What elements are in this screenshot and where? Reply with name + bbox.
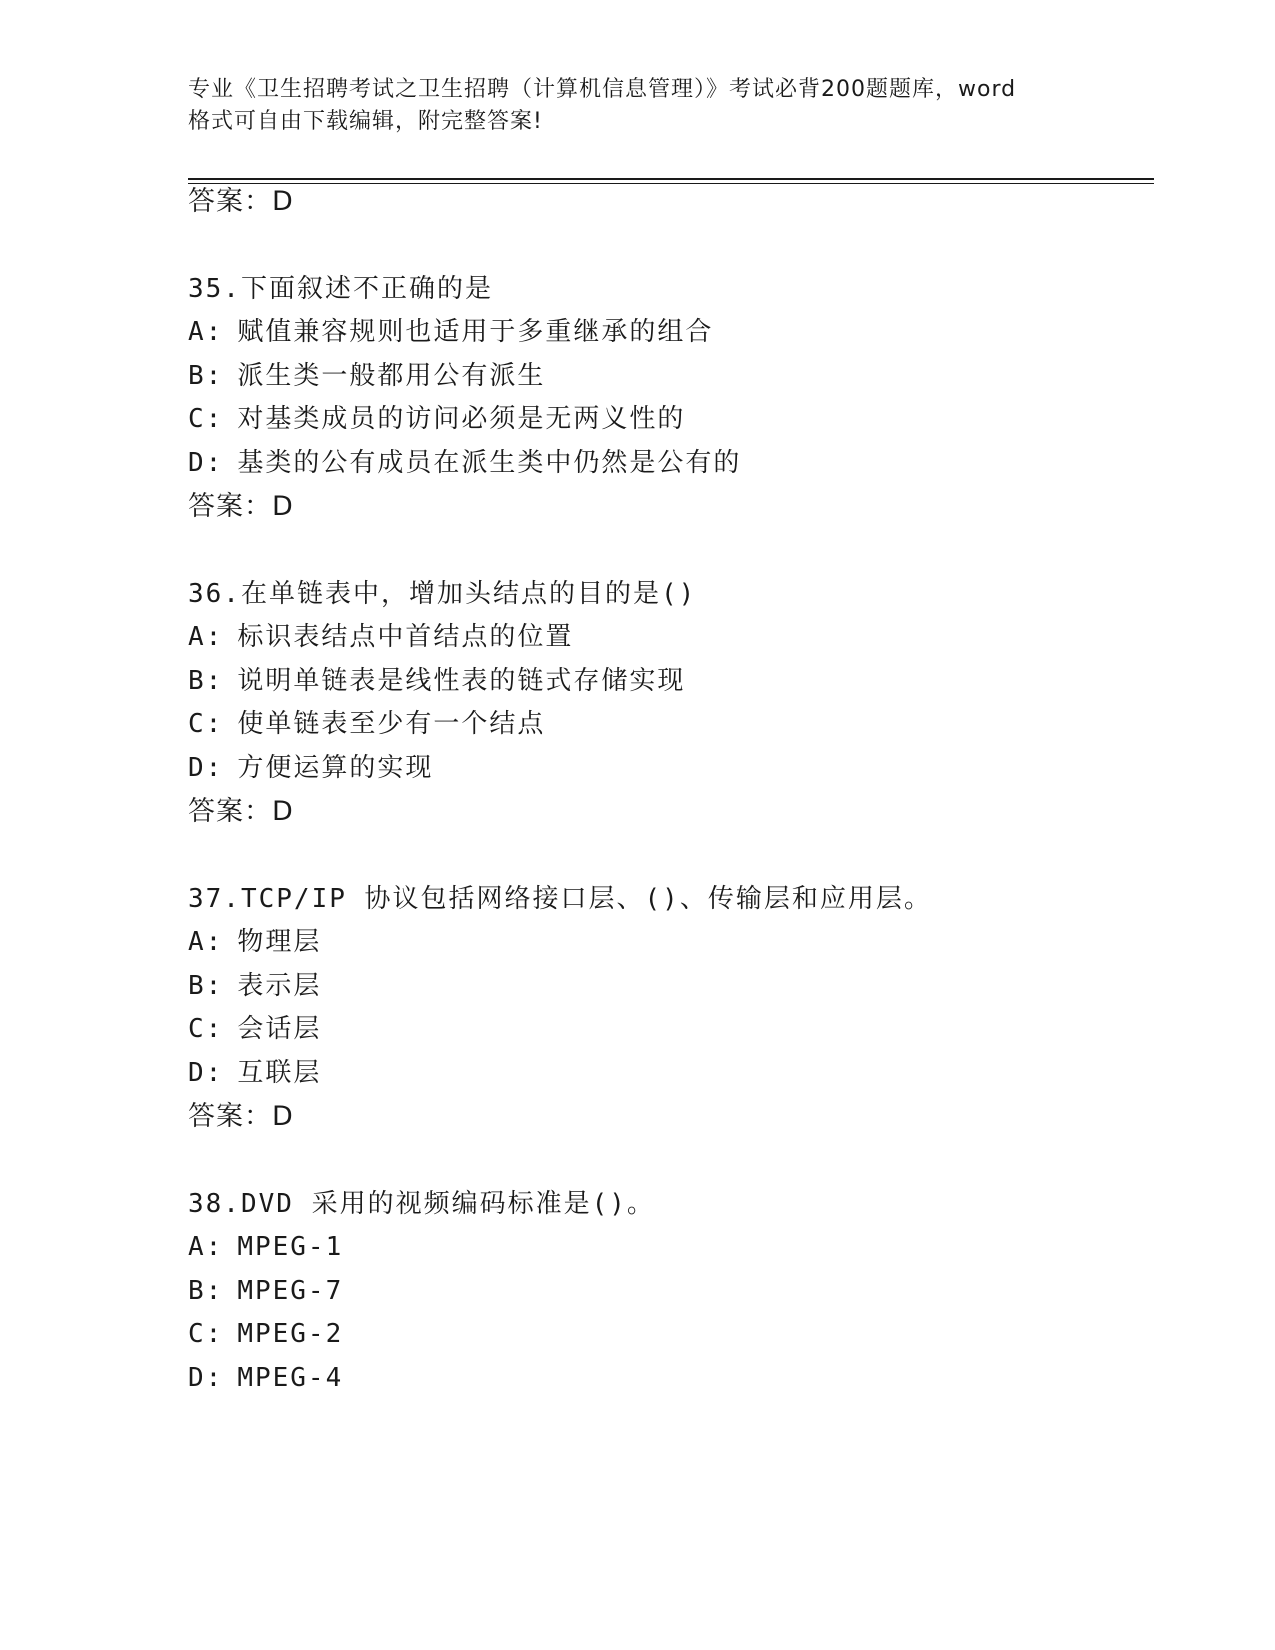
option-b: B: MPEG-7 xyxy=(188,1276,344,1306)
header-rule-thick xyxy=(188,178,1154,180)
answer-line: 答案：D xyxy=(188,491,294,522)
option-b: B: 表示层 xyxy=(188,971,322,1001)
header-rule-thin xyxy=(188,183,1154,184)
option-a: A: 标识表结点中首结点的位置 xyxy=(188,622,574,652)
question-stem: 37.TCP/IP 协议包括网络接口层、()、传输层和应用层。 xyxy=(188,884,932,914)
option-a: A: 物理层 xyxy=(188,927,322,957)
answer-line: 答案：D xyxy=(188,796,294,827)
option-c: C: 使单链表至少有一个结点 xyxy=(188,709,546,739)
option-c: C: MPEG-2 xyxy=(188,1319,344,1349)
option-a: A: MPEG-1 xyxy=(188,1232,344,1262)
answer-line: 答案：D xyxy=(188,186,294,217)
option-b: B: 派生类一般都用公有派生 xyxy=(188,361,546,391)
header-line-2: 格式可自由下载编辑，附完整答案! xyxy=(188,109,543,134)
question-stem: 35.下面叙述不正确的是 xyxy=(188,274,493,304)
question-stem: 36.在单链表中，增加头结点的目的是() xyxy=(188,579,697,609)
answer-line: 答案：D xyxy=(188,1101,294,1132)
option-a: A: 赋值兼容规则也适用于多重继承的组合 xyxy=(188,317,714,347)
option-d: D: 方便运算的实现 xyxy=(188,753,434,783)
option-d: D: 互联层 xyxy=(188,1058,322,1088)
option-c: C: 对基类成员的访问必须是无两义性的 xyxy=(188,404,686,434)
header-line-1: 专业《卫生招聘考试之卫生招聘（计算机信息管理）》考试必背200题题库，word xyxy=(188,77,1017,102)
option-d: D: 基类的公有成员在派生类中仍然是公有的 xyxy=(188,448,742,478)
option-c: C: 会话层 xyxy=(188,1014,322,1044)
option-d: D: MPEG-4 xyxy=(188,1363,344,1393)
document-header xyxy=(188,74,1088,138)
option-b: B: 说明单链表是线性表的链式存储实现 xyxy=(188,666,686,696)
question-stem: 38.DVD 采用的视频编码标准是()。 xyxy=(188,1189,655,1219)
